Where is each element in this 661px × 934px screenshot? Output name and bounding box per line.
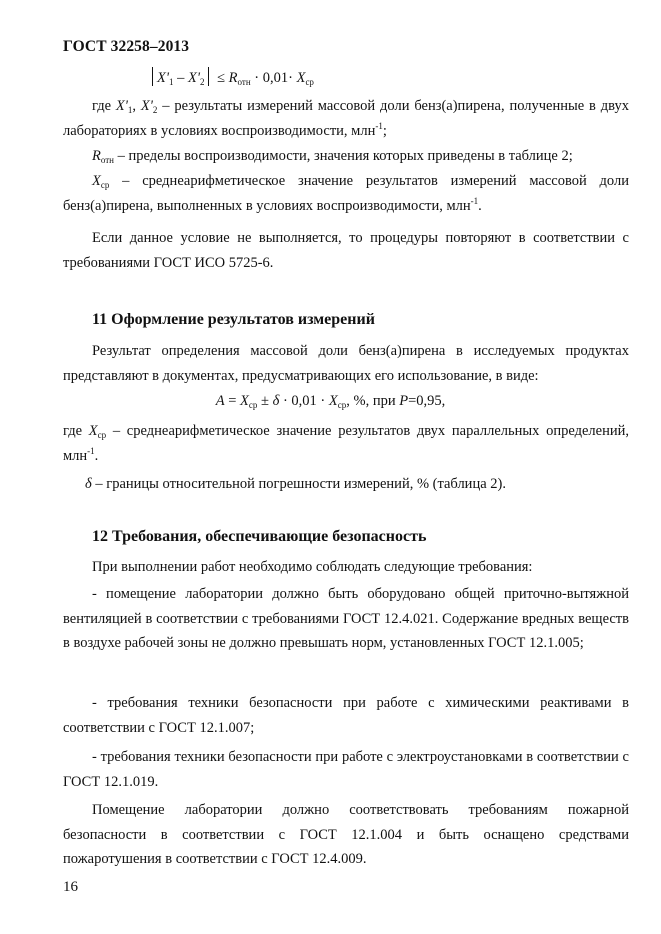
formula-sub: ср — [97, 430, 107, 440]
formula-sub: ср — [100, 180, 110, 190]
text: . — [478, 197, 482, 214]
formula-var: X' — [157, 70, 169, 86]
formula-op: ≤ — [217, 70, 226, 86]
text: – границы относительной погрешности измерений, % (таблица 2). — [91, 476, 506, 492]
formula-var: X — [240, 393, 249, 409]
abs-bar-right — [208, 67, 209, 86]
formula-var: X — [92, 173, 101, 189]
formula-op: ± — [257, 393, 273, 409]
formula-var: X' — [187, 70, 200, 86]
formula-sub: ср — [305, 77, 314, 87]
formula-text: =0,95, — [408, 393, 446, 409]
text: – результаты измерений массовой доли бенз(а)пирена, полученные в двух лабораториях в условиях воспроизводимости, млн — [63, 98, 629, 139]
formula-op: = — [224, 393, 241, 409]
formula-op: · 0,01· — [250, 70, 297, 86]
abs-bar-left — [152, 67, 153, 86]
page-number: 16 — [63, 879, 78, 895]
formula-var: X' — [115, 98, 128, 114]
section-12-paragraph-3: - требования техники безопасности при работе с химическими реактивами в соответствии с ГОСТ 12.1.007; — [63, 695, 629, 736]
formula-sup: -1 — [87, 445, 95, 456]
result-formula — [0, 393, 661, 410]
formula-sup: -1 — [375, 120, 383, 131]
formula-var: δ — [85, 476, 92, 492]
formula-op: – — [173, 70, 188, 86]
formula-sup: -1 — [470, 195, 479, 206]
paragraph-r-definition — [63, 144, 629, 169]
text: , — [132, 98, 141, 114]
formula-sub: отн — [237, 77, 251, 87]
formula-var: R — [92, 148, 101, 164]
formula-var: X' — [140, 98, 153, 114]
formula-var: A — [215, 393, 225, 409]
section-11-heading: 11 Оформление результатов измерений — [92, 311, 375, 328]
reproducibility-condition-formula — [148, 67, 314, 87]
formula-text: , %, при — [346, 393, 400, 409]
formula-var: X — [328, 393, 338, 409]
section-11-paragraph-3 — [63, 472, 629, 497]
document-header: ГОСТ 32258–2013 — [63, 38, 190, 55]
text: где — [63, 423, 89, 439]
text: – среднеарифметическое значение результатов измерений массовой доли бенз(а)пирена, выполненных в условиях воспроизводимости, млн — [63, 173, 629, 214]
formula-sub: ср — [337, 400, 347, 410]
formula-var: X — [88, 423, 98, 439]
paragraph-repeat-procedure: Если данное условие не выполняется, то процедуры повторяют в соответствии с требованиями ГОСТ ИСО 5725-6. — [63, 230, 629, 271]
section-12-heading: 12 Требования, обеспечивающие безопасность — [92, 528, 427, 545]
section-12-paragraph-4: - требования техники безопасности при работе с электроустановками в соответствии с ГОСТ 12.1.019. — [63, 749, 629, 790]
section-11-paragraph-2 — [63, 419, 629, 468]
formula-op: · 0,01 · — [279, 393, 329, 409]
formula-var: R — [228, 70, 238, 86]
text: . — [94, 447, 99, 464]
text: – пределы воспроизводимости, значения которых приведены в таблице 2; — [114, 148, 573, 164]
formula-sub: ср — [248, 400, 258, 410]
section-11-paragraph-1: Результат определения массовой доли бенз(а)пирена в исследуемых продуктах представляют в документах, предусматривающих его использование, в виде: — [63, 343, 629, 384]
formula-var: P — [399, 393, 409, 409]
formula-sub: 1 — [168, 77, 174, 87]
formula-sub: 2 — [152, 105, 158, 115]
section-12-paragraph-1: При выполнении работ необходимо соблюдать следующие требования: — [92, 559, 533, 575]
formula-sub: отн — [100, 155, 114, 165]
text: – среднеарифметическое значение результатов двух параллельных определений, млн — [63, 423, 629, 464]
text: где — [92, 98, 116, 114]
paragraph-xcp-definition — [63, 169, 629, 218]
paragraph-x-definition — [63, 94, 629, 143]
formula-var: X — [296, 70, 306, 86]
section-12-paragraph-2: - помещение лаборатории должно быть оборудовано общей приточно-вытяжной вентиляцией в соответствии с требованиями ГОСТ 12.4.021. Содержание вредных веществ в воздухе рабочей зоны не должно превышать норм, установленных ГОСТ 12.1.005; — [63, 586, 629, 652]
formula-sub: 1 — [127, 105, 133, 115]
formula-sub: 2 — [199, 77, 205, 87]
text: ; — [382, 122, 387, 139]
section-12-paragraph-5: Помещение лаборатории должно соответствовать требованиям пожарной безопасности в соответствии с ГОСТ 12.1.004 и быть оснащено средствами пожаротушения в соответствии с ГОСТ 12.4.009. — [63, 802, 629, 868]
formula-var: δ — [272, 393, 280, 409]
